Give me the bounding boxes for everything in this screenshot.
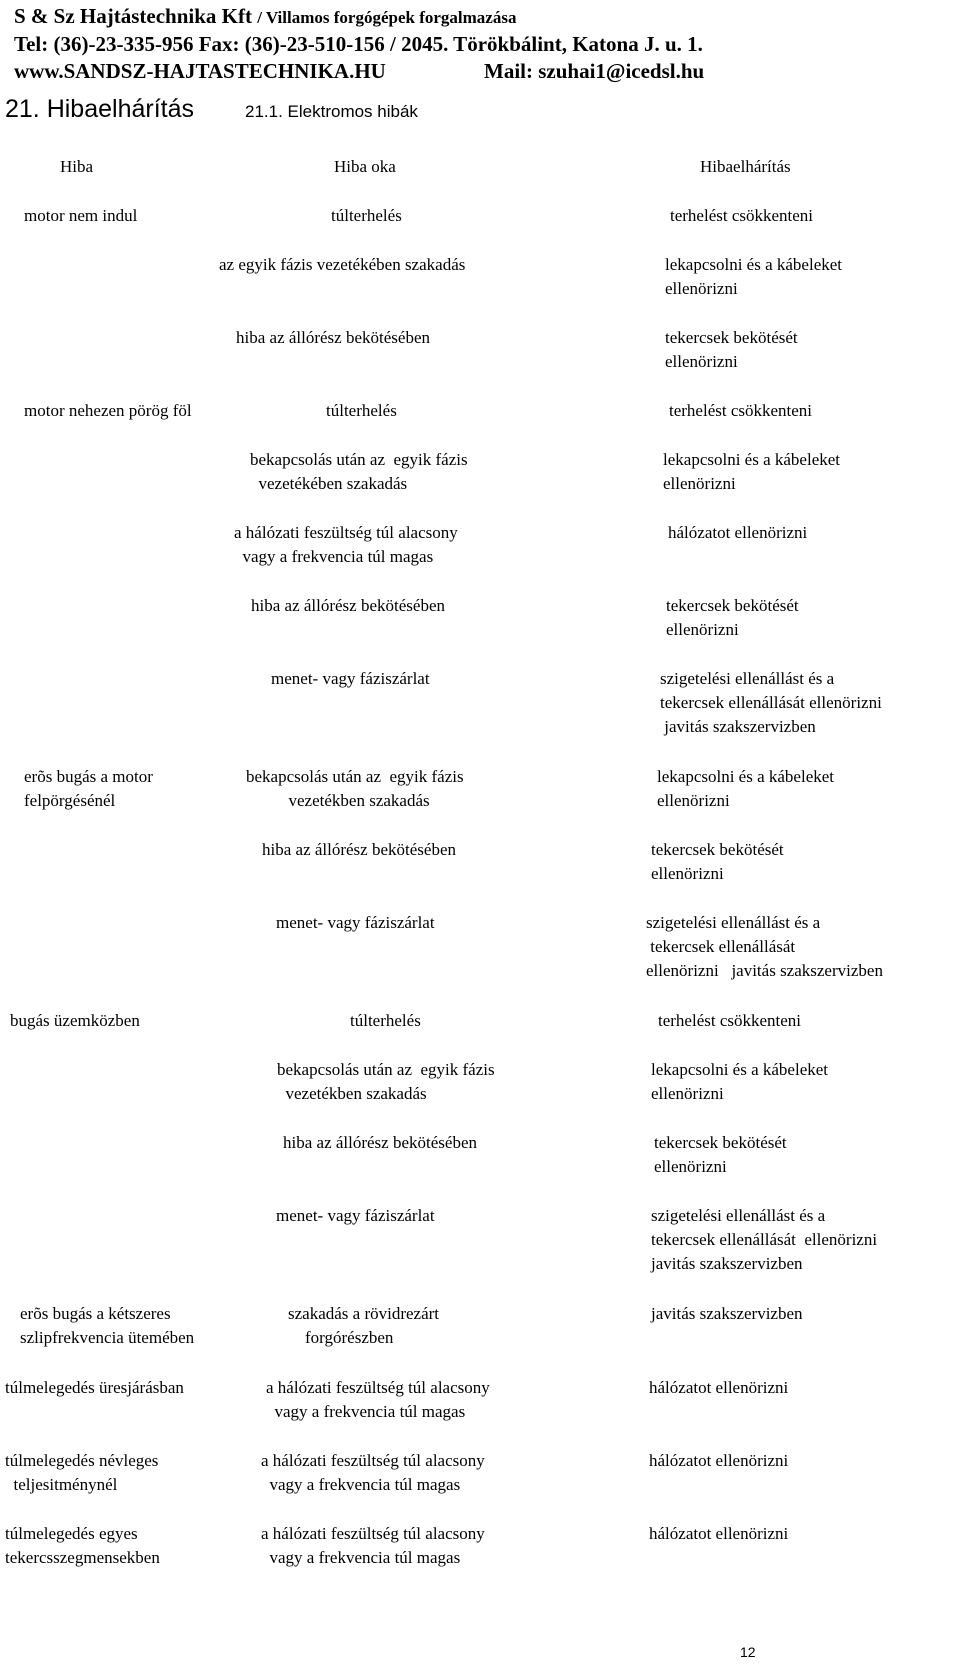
cause-text: bekapcsolás után az egyik fázis vezetékben szakadás: [277, 1060, 495, 1103]
section-title: 21. Hibaelhárítás: [5, 95, 195, 123]
cause-text: bekapcsolás után az egyik fázis vezetékben szakadás: [246, 767, 464, 810]
remedy-text: javitás szakszervizben: [651, 1304, 803, 1323]
company-name: S & Sz Hajtástechnika Kft: [14, 4, 252, 28]
remedy-text: szigetelési ellenállást és a tekercsek ellenállását ellenörizni javitás szakszervizben: [660, 669, 882, 736]
cause-text: az egyik fázis vezetékében szakadás: [219, 255, 466, 274]
fault-label: túlmelegedés névleges teljesitménynél: [5, 1451, 159, 1494]
contact-line: Tel: (36)-23-335-956 Fax: (36)-23-510-156 / 2045. Törökbálint, Katona J. u. 1.: [14, 32, 703, 56]
column-header-cause: Hiba oka: [334, 157, 396, 176]
fault-label: motor nehezen pörög föl: [24, 401, 192, 420]
column-header-fault: Hiba: [60, 157, 94, 176]
cause-text: bekapcsolás után az egyik fázis vezetékében szakadás: [250, 450, 468, 493]
column-header-remedy: Hibaelhárítás: [700, 157, 791, 176]
cause-text: hiba az állórész bekötésében: [262, 840, 456, 859]
company-header-line: [14, 4, 516, 30]
cause-text: hiba az állórész bekötésében: [236, 328, 430, 347]
cause-text: a hálózati feszültség túl alacsony vagy a frekvencia túl magas: [261, 1451, 485, 1494]
remedy-text: hálózatot ellenörizni: [649, 1524, 789, 1543]
remedy-text: tekercsek bekötését ellenörizni: [654, 1133, 787, 1176]
remedy-text: hálózatot ellenörizni: [649, 1378, 789, 1397]
fault-label: bugás üzemközben: [10, 1011, 140, 1030]
remedy-text: tekercsek bekötését ellenörizni: [651, 840, 784, 883]
fault-label: erõs bugás a motor felpörgésénél: [24, 767, 153, 810]
remedy-text: lekapcsolni és a kábeleket ellenörizni: [651, 1060, 829, 1103]
fault-label: motor nem indul: [24, 206, 138, 225]
cause-text: szakadás a rövidrezárt forgórészben: [288, 1304, 440, 1347]
remedy-text: terhelést csökkenteni: [670, 206, 814, 225]
fault-label: túlmelegedés egyes tekercsszegmensekben: [5, 1524, 160, 1567]
cause-text: túlterhelés: [331, 206, 402, 225]
company-tagline: / Villamos forgógépek forgalmazása: [257, 8, 517, 27]
remedy-text: lekapcsolni és a kábeleket ellenörizni: [657, 767, 835, 810]
cause-text: a hálózati feszültség túl alacsony vagy a frekvencia túl magas: [266, 1378, 490, 1421]
remedy-text: szigetelési ellenállást és a tekercsek ellenállását ellenörizni javitás szakszervizben: [646, 913, 883, 980]
remedy-text: tekercsek bekötését ellenörizni: [666, 596, 799, 639]
remedy-text: hálózatot ellenörizni: [649, 1451, 789, 1470]
fault-label: erõs bugás a kétszeres szlipfrekvencia ütemében: [20, 1304, 195, 1347]
remedy-text: szigetelési ellenállást és a tekercsek ellenállását ellenörizni javitás szakszervizben: [651, 1206, 878, 1273]
cause-text: menet- vagy fáziszárlat: [276, 913, 435, 932]
remedy-text: lekapcsolni és a kábeleket ellenörizni: [663, 450, 841, 493]
remedy-text: tekercsek bekötését ellenörizni: [665, 328, 798, 371]
cause-text: menet- vagy fáziszárlat: [276, 1206, 435, 1225]
mail-address: Mail: szuhai1@icedsl.hu: [484, 59, 705, 83]
section-subtitle: 21.1. Elektromos hibák: [245, 102, 418, 121]
web-address: www.SANDSZ-HAJTASTECHNIKA.HU: [14, 59, 386, 83]
page-number: 12: [740, 1644, 756, 1660]
cause-text: túlterhelés: [350, 1011, 421, 1030]
cause-text: menet- vagy fáziszárlat: [271, 669, 430, 688]
cause-text: a hálózati feszültség túl alacsony vagy a frekvencia túl magas: [261, 1524, 485, 1567]
remedy-text: hálózatot ellenörizni: [668, 523, 808, 542]
fault-label: túlmelegedés üresjárásban: [5, 1378, 184, 1397]
remedy-text: terhelést csökkenteni: [658, 1011, 802, 1030]
cause-text: hiba az állórész bekötésében: [251, 596, 445, 615]
remedy-text: terhelést csökkenteni: [669, 401, 813, 420]
remedy-text: lekapcsolni és a kábeleket ellenörizni: [665, 255, 843, 298]
cause-text: a hálózati feszültség túl alacsony vagy a frekvencia túl magas: [234, 523, 458, 566]
cause-text: túlterhelés: [326, 401, 397, 420]
cause-text: hiba az állórész bekötésében: [283, 1133, 477, 1152]
